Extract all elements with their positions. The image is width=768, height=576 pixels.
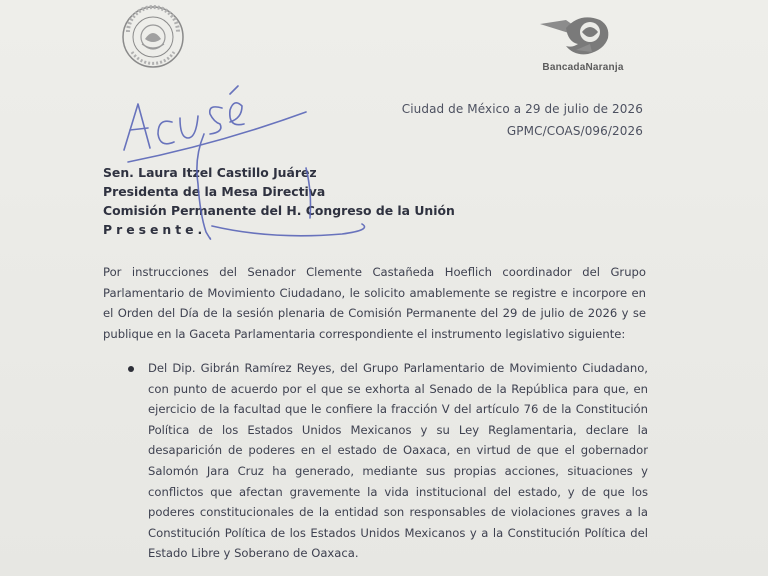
bullet-icon <box>128 366 134 372</box>
recipient-greeting: Presente. <box>103 222 207 237</box>
party-eagle-logo-icon <box>536 10 616 62</box>
recipient-name: Sen. Laura Itzel Castillo Juárez <box>103 165 317 180</box>
handwritten-acknowledgment-signature <box>100 78 420 248</box>
list-item: Del Dip. Gibrán Ramírez Reyes, del Grupo Parlamentario de Movimiento Ciudadano, con punto de acuerdo por el que se exhorta al Senado de la República para que, en ejercicio de la facultad que le confiere la fracción V del artículo 76 de la Constitución Política de los Estados Unidos Mexicanos y su Ley Reglamentaria, declare la desaparición de poderes en el estado de Oaxaca, en virtud de que el gobernador Salomón Jara Cruz ha generado, mediante sus propias acciones, situaciones y conflictos que afectan gravemente la vida institucional del estado, y de que los poderes constitucionales de la entidad son responsables de violaciones graves a la Constitución Política de los Estados Unidos Mexicanos y a la Constitución Política del Estado Libre y Soberano de Oaxaca. <box>148 361 648 561</box>
document-reference: GPMC/COAS/096/2026 <box>506 124 643 138</box>
document-date: Ciudad de México a 29 de julio de 2026 <box>401 102 643 116</box>
recipient-body: Comisión Permanente del H. Congreso de la Unión <box>103 203 455 218</box>
body-intro-paragraph: Por instrucciones del Senador Clemente Castañeda Hoeflich coordinador del Grupo Parlamentario de Movimiento Ciudadano, le solicito amablemente se registre e incorpore en el Orden del Día de la sesión plenaria de Comisión Permanente del 29 de julio de 2026 y se publique en la Gaceta Parlamentaria correspondiente el instrumento legislativo siguiente: <box>103 265 646 341</box>
recipient-title: Presidenta de la Mesa Directiva <box>103 184 326 199</box>
party-name-label: BancadaNaranja <box>542 62 624 73</box>
senate-seal-icon <box>118 2 188 72</box>
